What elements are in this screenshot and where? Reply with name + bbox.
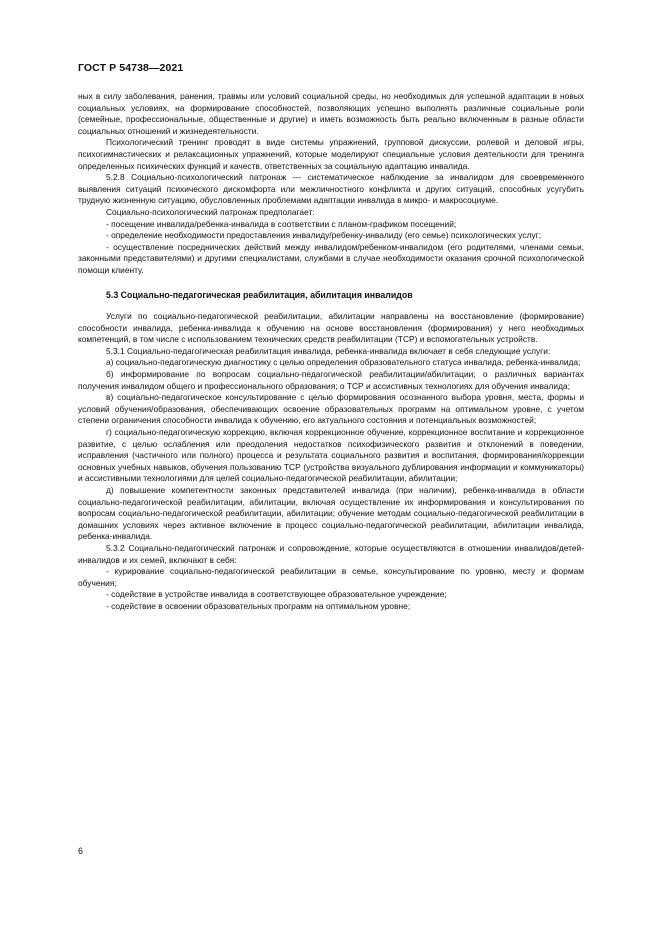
list-item: г) социально-педагогическую коррекцию, включая коррекционное обучение, коррекционное воспитание и коррекционное развитие, с целью ослабления или преодоления недостатков психофизического развития и отклонений в поведении, исправления (частичного или полного) процесса и результата социального развития и воспитания, формирования/коррекции основных учебных навыков, обучения пользованию ТСР (устройства визуального дублирования информации и коммуникаторы) и ассистивными технологиями для целей социально-педагогической реабилитации, абилитации; xyxy=(78,427,584,484)
paragraph: ных в силу заболевания, ранения, травмы или условий социальной среды, но необходимых для успешной адаптации в новых социальных условиях, на формирование способностей, позволяющих успешно выполнять различные социальные роли (семейные, профессиональные, общественные и другие) и иметь возможность быть реально включенным в разные области социальных отношений и жизнедеятельности. xyxy=(78,91,584,136)
list-item: д) повышение компетентности законных представителей инвалида (при наличии), ребенка-инвалида в области социально-педагогической реабилитации, абилитации, включая осуществление их информирования и консультирования по вопросам социально-педагогической реабилитации, абилитации; обучение методам социально-педагогической реабилитации в домашних условиях через активное включение в процесс социально-педагогической реабилитации, абилитации инвалида, ребенка-инвалида. xyxy=(78,485,584,542)
paragraph: 5.3.2 Социально-педагогический патронаж и сопровождение, которые осуществляются в отношении инвалидов/детей-инвалидов и их семей, включают в себя: xyxy=(78,542,584,565)
list-item: б) информирование по вопросам социально-педагогической реабилитации/абилитации; о различных вариантах получения инвалидом общего и профессионального образования; о ТСР и ассистивных технологиях для обучения инвалида; xyxy=(78,369,584,391)
paragraph: Услуги по социально-педагогической реабилитации, абилитации направлены на восстановление (формирование) способности инвалида, ребенка-инвалида к обучению на основе восстановления (формирования) у него необходимых компетенций, в том числе с использованием технических средств реабилитации (ТСР) и вспомогательных устройств. xyxy=(78,311,584,345)
paragraph: Психологический тренинг проводят в виде системы упражнений, групповой дискуссии, ролевой и деловой игры, психогимнастических и релаксационных упражнений, которые моделируют специальные условия деятельности для тренинга определенных психических функций и качеств, ответственных за социальную адаптацию инвалида. xyxy=(78,137,584,171)
list-item: - содействие в устройстве инвалида в соответствующее образовательное учреждение; xyxy=(106,589,447,600)
paragraph: Социально-психологический патронаж предполагает: xyxy=(106,206,315,217)
list-item: - курирование социально-педагогической реабилитации в семье, консультирование по уровню, месту и формам обучения; xyxy=(78,566,584,588)
document-body xyxy=(78,91,584,613)
paragraph: 5.2.8 Социально-психологический патронаж — систематическое наблюдение за инвалидом для своевременного выявления ситуаций психического дискомфорта или межличностного конфликта и других ситуаций, способных усугубить трудную жизненную ситуацию, обусловленных проблемами адаптации инвалида в микро- и макросоциуме. xyxy=(78,172,584,206)
list-item: - содействие в освоении образовательных программ на оптимальном уровне; xyxy=(106,600,411,611)
section-heading: 5.3 Социально-педагогическая реабилитация, абилитация инвалидов xyxy=(106,289,413,300)
page-number: 6 xyxy=(78,846,84,856)
document-header: ГОСТ Р 54738—2021 xyxy=(78,62,184,74)
list-item: а) социально-педагогическую диагностику с целью определения образовательного статуса инвалида, ребенка-инвалида; xyxy=(106,357,581,368)
list-item: - посещение инвалида/ребенка-инвалида в соответствии с планом-графиком посещений; xyxy=(106,218,457,229)
paragraph: 5.3.1 Социально-педагогическая реабилитация инвалида, ребенка-инвалида включает в себя следующие услуги: xyxy=(106,345,551,356)
list-item: - определение необходимости предоставления инвалиду/ребенку-инвалиду (его семье) психологических услуг; xyxy=(106,230,542,241)
list-item: в) социально-педагогическое консультирование с целью формирования осознанного выбора уровня, места, формы и условий обучения/образования, обеспечивающих освоение образовательных программ на оптимальном уровне, с учетом степени ограничения способности инвалида к обучению, его актуального состояния и потенциальных возможностей; xyxy=(78,392,584,426)
list-item: - осуществление посреднических действий между инвалидом/ребенком-инвалидом (его родителями, членами семьи, законными представителями) и другими специалистами, службами в случае необходимости оказания срочной психологической помощи клиенту. xyxy=(78,241,584,275)
